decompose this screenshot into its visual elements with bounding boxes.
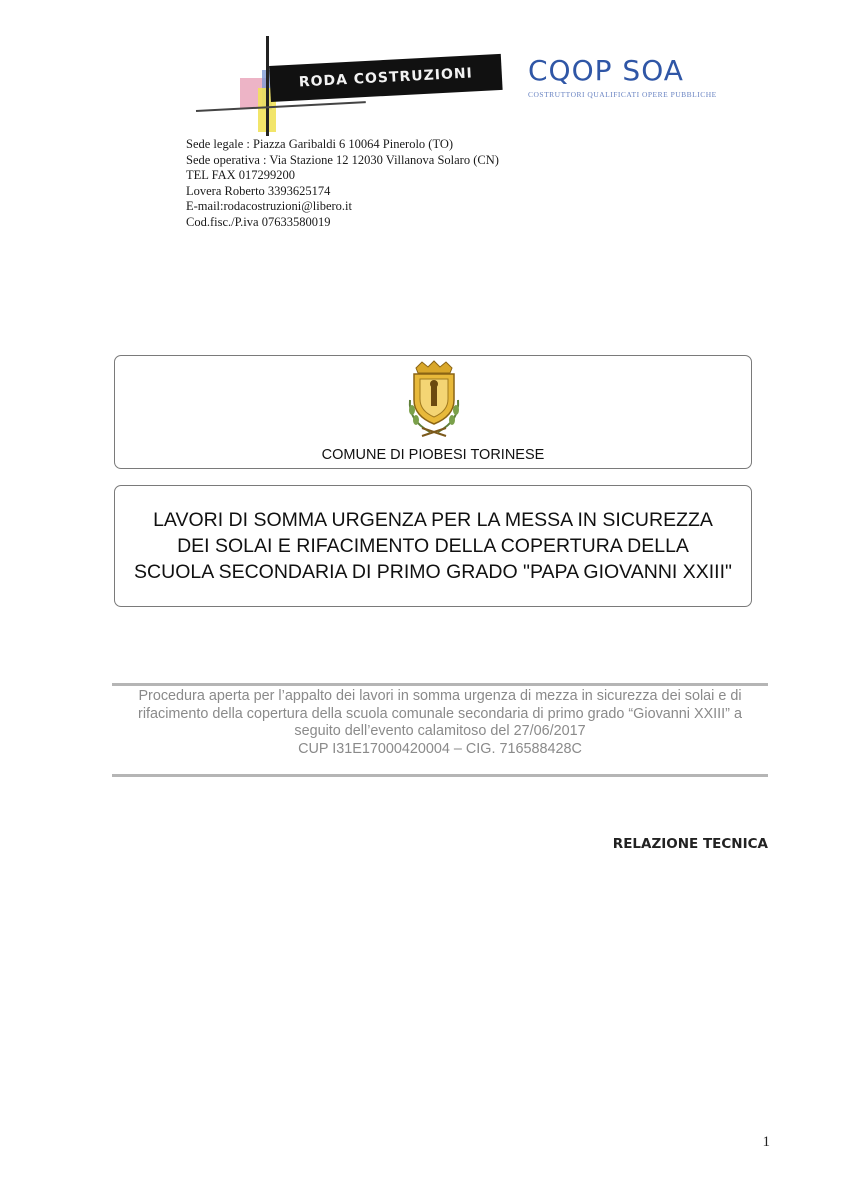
page-number: 1 [762, 1134, 770, 1150]
company-address-block [186, 137, 499, 230]
address-line-phone: TEL FAX 017299200 [186, 168, 296, 182]
project-title [114, 507, 752, 585]
address-line-legal: Sede legale : Piazza Garibaldi 6 10064 Pinerolo (TO) [186, 137, 454, 151]
project-title-line: LAVORI DI SOMMA URGENZA PER LA MESSA IN SICUREZZA [153, 509, 713, 531]
procedure-line: seguito dell’evento calamitoso del 27/06/2017 [294, 723, 586, 739]
procedure-line: Procedura aperta per l’appalto dei lavori in somma urgenza di mezza in sicurezza dei solai e di [138, 688, 742, 704]
address-line-email: E-mail:rodacostruzioni@libero.it [186, 199, 352, 213]
divider-top [112, 683, 768, 686]
comune-name: COMUNE DI PIOBESI TORINESE [321, 447, 545, 463]
municipal-crest-icon [400, 360, 468, 438]
project-title-line: DEI SOLAI E RIFACIMENTO DELLA COPERTURA DELLA [177, 535, 689, 557]
address-line-operative: Sede operativa : Via Stazione 12 12030 Villanova Solaro (CN) [186, 152, 499, 167]
certification-subtitle: COSTRUTTORI QUALIFICATI OPERE PUBBLICHE [528, 90, 717, 99]
certification-logo: CQOP SOA [528, 54, 684, 87]
project-title-line: SCUOLA SECONDARIA DI PRIMO GRADO "PAPA GIOVANNI XXIII" [134, 561, 732, 583]
address-line-vat: Cod.fisc./P.iva 07633580019 [186, 214, 331, 229]
procedure-description [100, 688, 780, 758]
company-logo-banner: RODA COSTRUZIONI [269, 54, 503, 102]
address-line-contact: Lovera Roberto 3393625174 [186, 183, 331, 198]
report-title: RELAZIONE TECNICA [612, 836, 768, 852]
logo-vertical-line [266, 36, 269, 136]
procedure-line: rifacimento della copertura della scuola comunale secondaria di primo grado “Giovanni XXIII” a [138, 705, 742, 722]
procedure-codes: CUP I31E17000420004 – CIG. 716588428C [298, 740, 582, 757]
divider-bottom [112, 774, 768, 777]
